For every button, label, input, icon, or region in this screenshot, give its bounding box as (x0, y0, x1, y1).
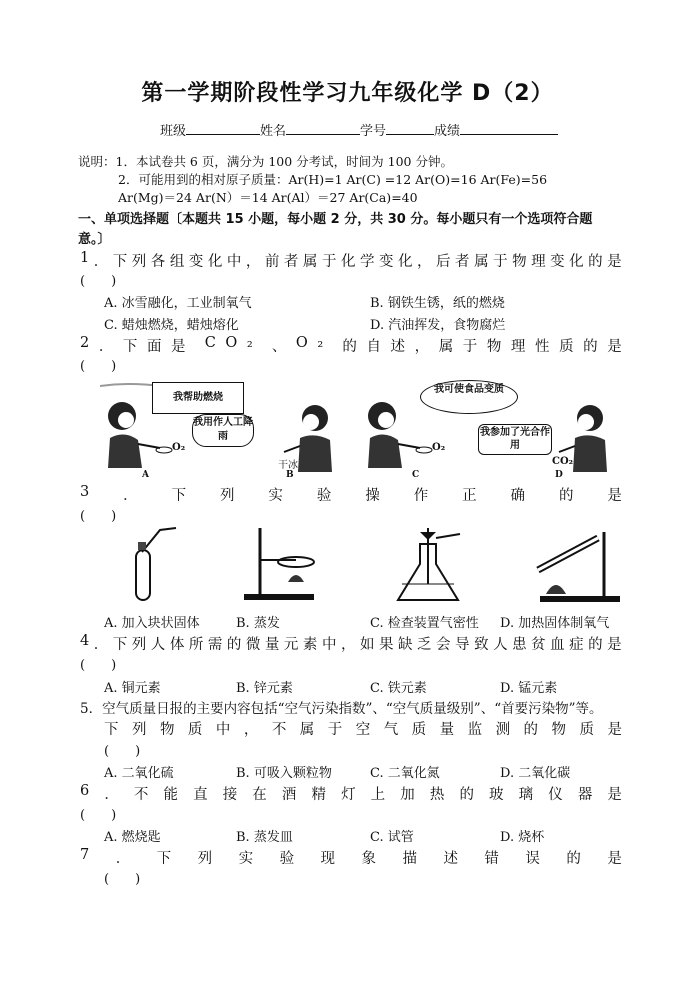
section-heading: 一、单项选择题〔本题共 15 小题，每小题 2 分，共 30 分。每小题只有一个选项符合题 (78, 212, 593, 227)
q7-answer-paren[interactable]: ( ) (104, 872, 141, 887)
q4-option-c[interactable]: C. 铁元素 (370, 681, 427, 696)
class-blank[interactable] (186, 122, 260, 135)
label-dry-ice: 干冰 (278, 460, 298, 471)
q3-option-d[interactable]: D. 加热固体制氧气 (500, 616, 610, 631)
notes-line-3: Ar(Mg)＝24 Ar(N）＝14 Ar(Al）＝27 Ar(Ca)=40 (118, 190, 418, 205)
q6-option-c[interactable]: C. 试管 (370, 830, 414, 845)
label-co2: CO₂ (552, 456, 574, 467)
q6-option-d[interactable]: D. 烧杯 (500, 830, 545, 845)
q1-option-a[interactable]: A. 冰雪融化，工业制氧气 (104, 296, 252, 311)
q5-option-d[interactable]: D. 二氧化碳 (500, 766, 571, 781)
q4-answer-paren[interactable]: ( ) (80, 658, 117, 673)
q5-option-c[interactable]: C. 二氧化氮 (370, 766, 440, 781)
score-label: 成绩 (434, 124, 461, 139)
heating-solid-icon (538, 532, 620, 602)
q5-option-b[interactable]: B. 可吸入颗粒物 (236, 766, 332, 781)
class-label: 班级 (160, 124, 187, 139)
q3-illustration (120, 524, 640, 608)
q2-stem: 2 ． 下 面 是 C O ₂ 、 O ₂ 的 自 述 ， 属 于 物 理 性 质 的 是 (80, 335, 622, 355)
q1-option-b[interactable]: B. 钢铁生锈，纸的燃烧 (370, 296, 505, 311)
bubble-c: 我可使食品变质 (420, 380, 518, 414)
q3-option-b[interactable]: B. 蒸发 (236, 616, 280, 631)
name-label: 姓名 (260, 124, 287, 139)
flask-airtightness-icon (398, 528, 460, 600)
section-heading-cont: 意。〕 (78, 232, 111, 247)
name-blank[interactable] (286, 122, 360, 135)
student-info-line (160, 120, 558, 139)
label-o2-a: O₂ (172, 442, 186, 453)
q4-option-a[interactable]: A. 铜元素 (104, 681, 161, 696)
q6-option-a[interactable]: A. 燃烧匙 (104, 830, 161, 845)
q5-answer-paren[interactable]: ( ) (104, 744, 141, 759)
q5-stem: 下 列 物 质 中 ， 不 属 于 空 气 质 量 监 测 的 物 质 是 (104, 722, 622, 738)
id-blank[interactable] (386, 122, 434, 135)
notes-line-1: 说明：1．本试卷共 6 页，满分为 100 分考试，时间为 100 分钟。 (78, 154, 453, 169)
evaporation-setup-icon (244, 528, 314, 600)
q3-option-a[interactable]: A. 加入块状固体 (104, 616, 200, 631)
q5-intro: 5．空气质量日报的主要内容包括“空气污染指数”、“空气质量级别”、“首要污染物”等。 (80, 701, 603, 717)
q4-option-b[interactable]: B. 锌元素 (236, 681, 293, 696)
q6-stem: 6 ． 不 能 直 接 在 酒 精 灯 上 加 热 的 玻 璃 仪 器 是 (80, 783, 622, 803)
q5-option-a[interactable]: A. 二氧化硫 (104, 766, 174, 781)
q1-stem: 1 ． 下 列 各 组 变 化 中 ， 前 者 属 于 化 学 变 化 ， 后 者 属 于 物 理 变 化 的 是 (80, 250, 622, 270)
q6-option-b[interactable]: B. 蒸发皿 (236, 830, 293, 845)
q1-option-c[interactable]: C. 蜡烛燃烧，蜡烛熔化 (104, 318, 239, 333)
letter-b: B (286, 470, 294, 480)
q2-illustration (100, 378, 645, 482)
q1-option-d[interactable]: D. 汽油挥发，食物腐烂 (370, 318, 506, 333)
letter-c: C (412, 470, 420, 480)
notes-line-2: 2．可能用到的相对原子质量：Ar(H)=1 Ar(C) =12 Ar(O)=16 Ar(Fe)=56 (118, 172, 548, 187)
test-tube-tweezers-icon (136, 528, 176, 600)
letter-d: D (555, 470, 563, 480)
bubble-d: 我参加了光合作用 (478, 424, 552, 455)
q4-option-d[interactable]: D. 锰元素 (500, 681, 558, 696)
q6-answer-paren[interactable]: ( ) (80, 808, 117, 823)
letter-a: A (142, 470, 149, 480)
bubble-a: 我帮助燃烧 (152, 382, 244, 414)
bubble-b: 我用作人工降雨 (192, 414, 254, 447)
q3-answer-paren[interactable]: ( ) (80, 509, 117, 524)
score-blank[interactable] (460, 122, 558, 135)
q3-stem: 3 ． 下 列 实 验 操 作 正 确 的 是 (80, 484, 622, 504)
page-title: 第一学期阶段性学习九年级化学 D（2） (141, 81, 554, 106)
q7-stem: 7 ． 下 列 实 验 现 象 描 述 错 误 的 是 (80, 847, 622, 867)
q3-option-c[interactable]: C. 检查装置气密性 (370, 616, 479, 631)
q1-answer-paren[interactable]: ( ) (80, 274, 117, 289)
q2-answer-paren[interactable]: ( ) (80, 359, 117, 374)
label-o2-c: O₂ (432, 442, 446, 453)
q4-stem: 4 ． 下 列 人 体 所 需 的 微 量 元 素 中 ， 如 果 缺 乏 会 导 致 人 患 贫 血 症 的 是 (80, 633, 622, 653)
id-label: 学号 (360, 124, 387, 139)
figure-c-girl-icon (368, 402, 432, 468)
